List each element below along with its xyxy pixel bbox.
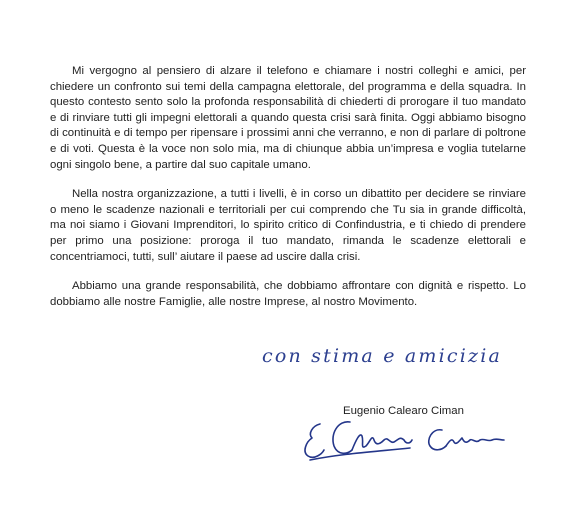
handwritten-closing-svg bbox=[262, 338, 542, 370]
signature-stroke-ciman-c bbox=[429, 430, 446, 450]
handwritten-closing bbox=[262, 338, 542, 370]
handwritten-signature bbox=[300, 410, 520, 470]
signature-stroke-e bbox=[305, 424, 324, 457]
signature-stroke-flourish bbox=[310, 448, 410, 460]
signature-stroke-iman bbox=[446, 438, 504, 446]
signature-svg bbox=[300, 410, 520, 470]
letter-paragraph-1: Mi vergogno al pensiero di alzare il telefono e chiamare i nostri colleghi e amici, per chiedere un confronto sui temi della campagna elettorale, del programma e della squadra. In questo contesto sento solo la profonda responsabilità di chiederti di prorogare il tuo mandato e di rinviare tutti gli impegni elettorali a quando questa crisi sarà finita. Oggi abbiamo bisogno di continuità e di tempo per ripensare i prossimi anni che verranno, e non di parlare di poltrone e di voti. Questa è la voce non solo mia, ma di chiunque abbia un’impresa e voglia tutelarne ogni singolo bene, a partire dal suo capitale umano. bbox=[50, 65, 526, 171]
closing-text: con stima e amicizia bbox=[262, 345, 503, 367]
signature-stroke-c bbox=[333, 422, 352, 453]
letter-paragraph-2: Nella nostra organizzazione, a tutti i livelli, è in corso un dibattito per decidere se rinviare o meno le scadenze nazionali e territoriali per cui comprendo che Tu sia in grande difficoltà, ma noi siamo i Giovani Imprenditori, lo spirito critico di Confindustria, e ti chiedo di prendere per primo una posizione: proroga il tuo mandato, rimanda le scadenze elettorali e concentriamoci, tutti, sull’ aiutare il paese ad uscire dalla crisi. bbox=[50, 188, 526, 263]
signature-stroke-alearo bbox=[352, 435, 412, 450]
signer-name: Eugenio Calearo Ciman bbox=[343, 405, 464, 417]
letter-body bbox=[50, 64, 526, 324]
letter-paragraph-3: Abbiamo una grande responsabilità, che dobbiamo affrontare con dignità e rispetto. Lo dobbiamo alle nostre Famiglie, alle nostre Imprese, al nostro Movimento. bbox=[50, 280, 526, 308]
